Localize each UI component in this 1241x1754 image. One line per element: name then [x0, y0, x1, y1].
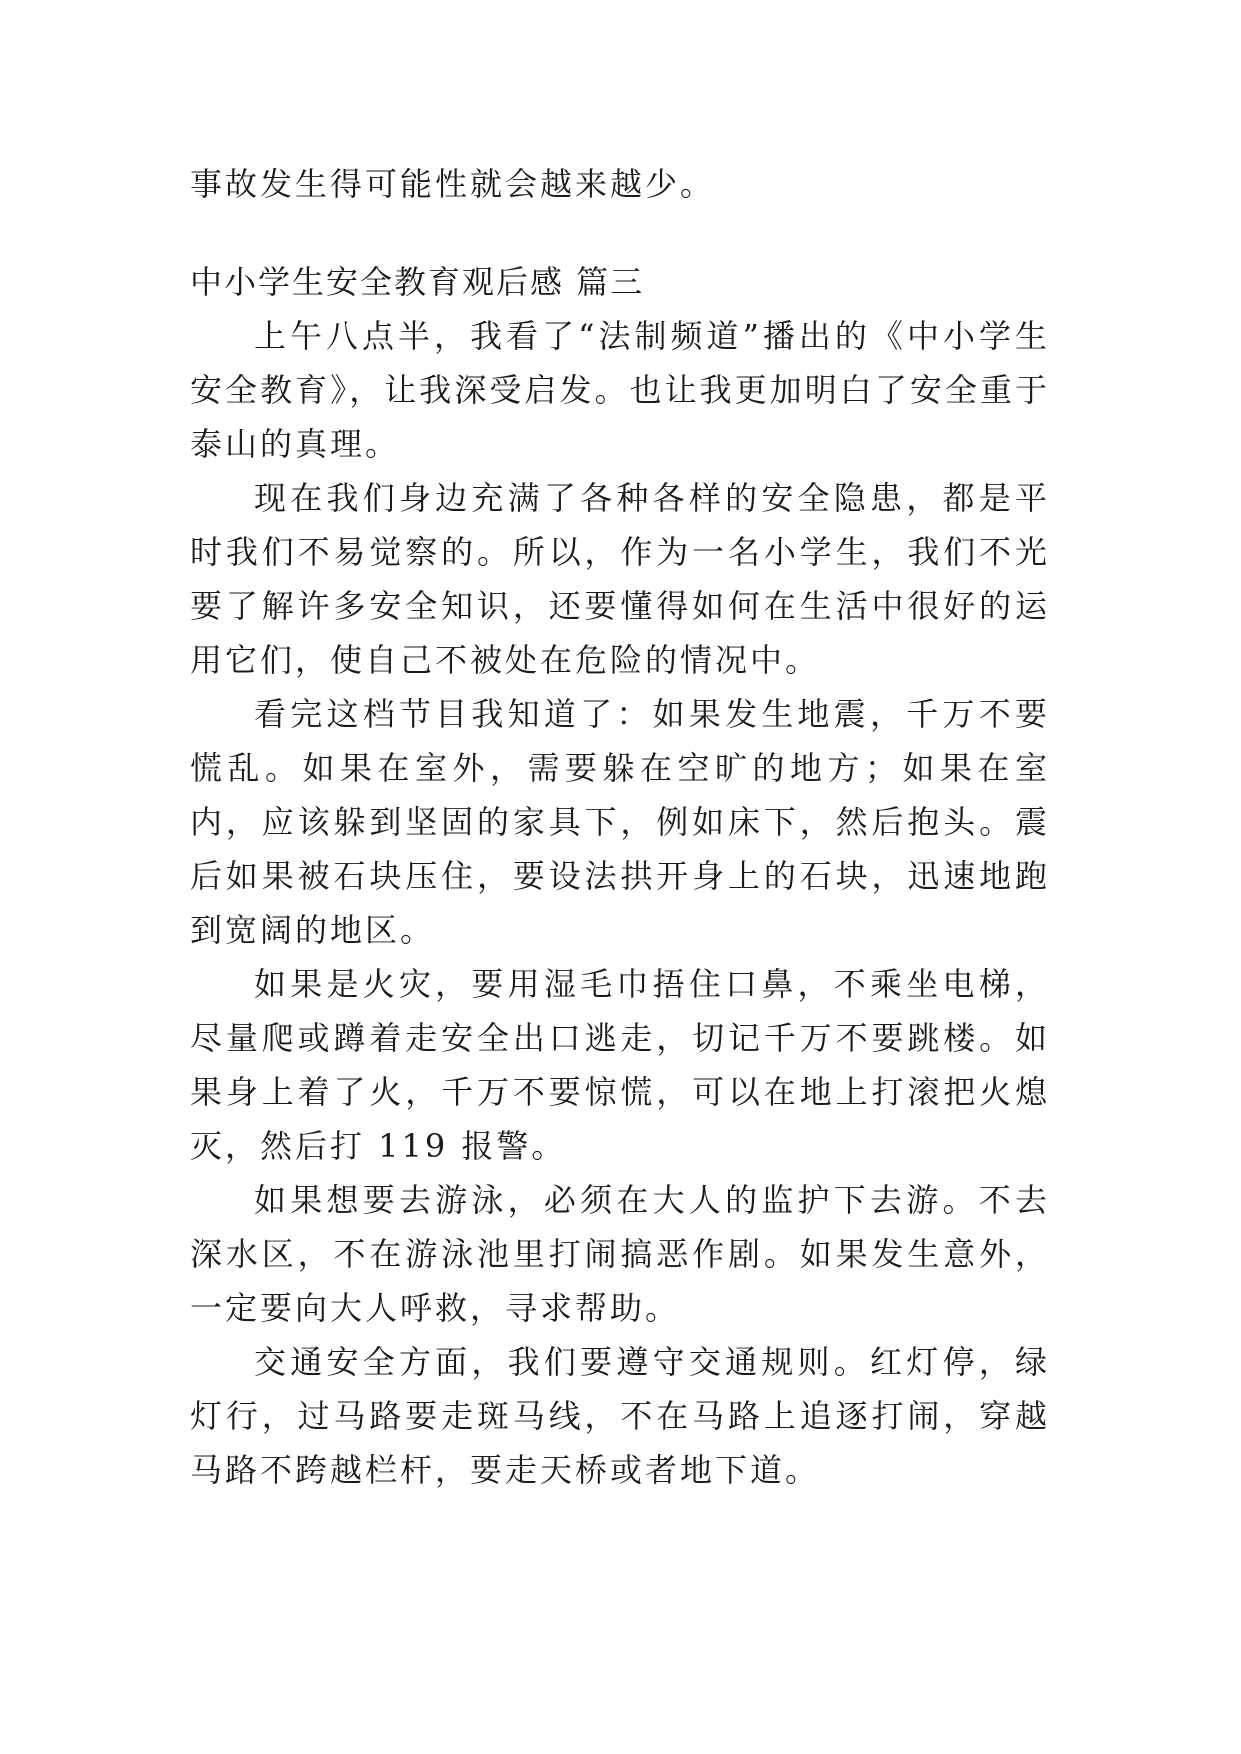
- body-paragraph: 现在我们身边充满了各种各样的安全隐患，都是平时我们不易觉察的。所以，作为一名小学生，我们不光要了解许多安全知识，还要懂得如何在生活中很好的运用它们，使自己不被处在危险的情况中。: [190, 479, 1050, 679]
- document-body: [190, 157, 1050, 1497]
- body-paragraph: 如果是火灾，要用湿毛巾捂住口鼻，不乘坐电梯，尽量爬或蹲着走安全出口逃走，切记千万不要跳楼。如果身上着了火，千万不要惊慌，可以在地上打滚把火熄灭，然后打 119 报警。: [190, 965, 1050, 1165]
- body-paragraph: 上午八点半，我看了“法制频道”播出的《中小学生安全教育》，让我深受启发。也让我更加明白了安全重于泰山的真理。: [190, 317, 1050, 463]
- lead-paragraph: 事故发生得可能性就会越来越少。: [190, 165, 716, 203]
- body-paragraph: 交通安全方面，我们要遵守交通规则。红灯停，绿灯行，过马路要走斑马线，不在马路上追逐打闹，穿越马路不跨越栏杆，要走天桥或者地下道。: [190, 1343, 1050, 1489]
- body-paragraph: 看完这档节目我知道了：如果发生地震，千万不要慌乱。如果在室外，需要躲在空旷的地方；如果在室内，应该躲到坚固的家具下，例如床下，然后抱头。震后如果被石块压住，要设法拱开身上的石块，迅速地跑到宽阔的地区。: [190, 695, 1050, 949]
- body-paragraph: 如果想要去游泳，必须在大人的监护下去游。不去深水区，不在游泳池里打闹搞恶作剧。如果发生意外，一定要向大人呼救，寻求帮助。: [190, 1181, 1050, 1327]
- section-heading: 中小学生安全教育观后感 篇三: [190, 263, 645, 301]
